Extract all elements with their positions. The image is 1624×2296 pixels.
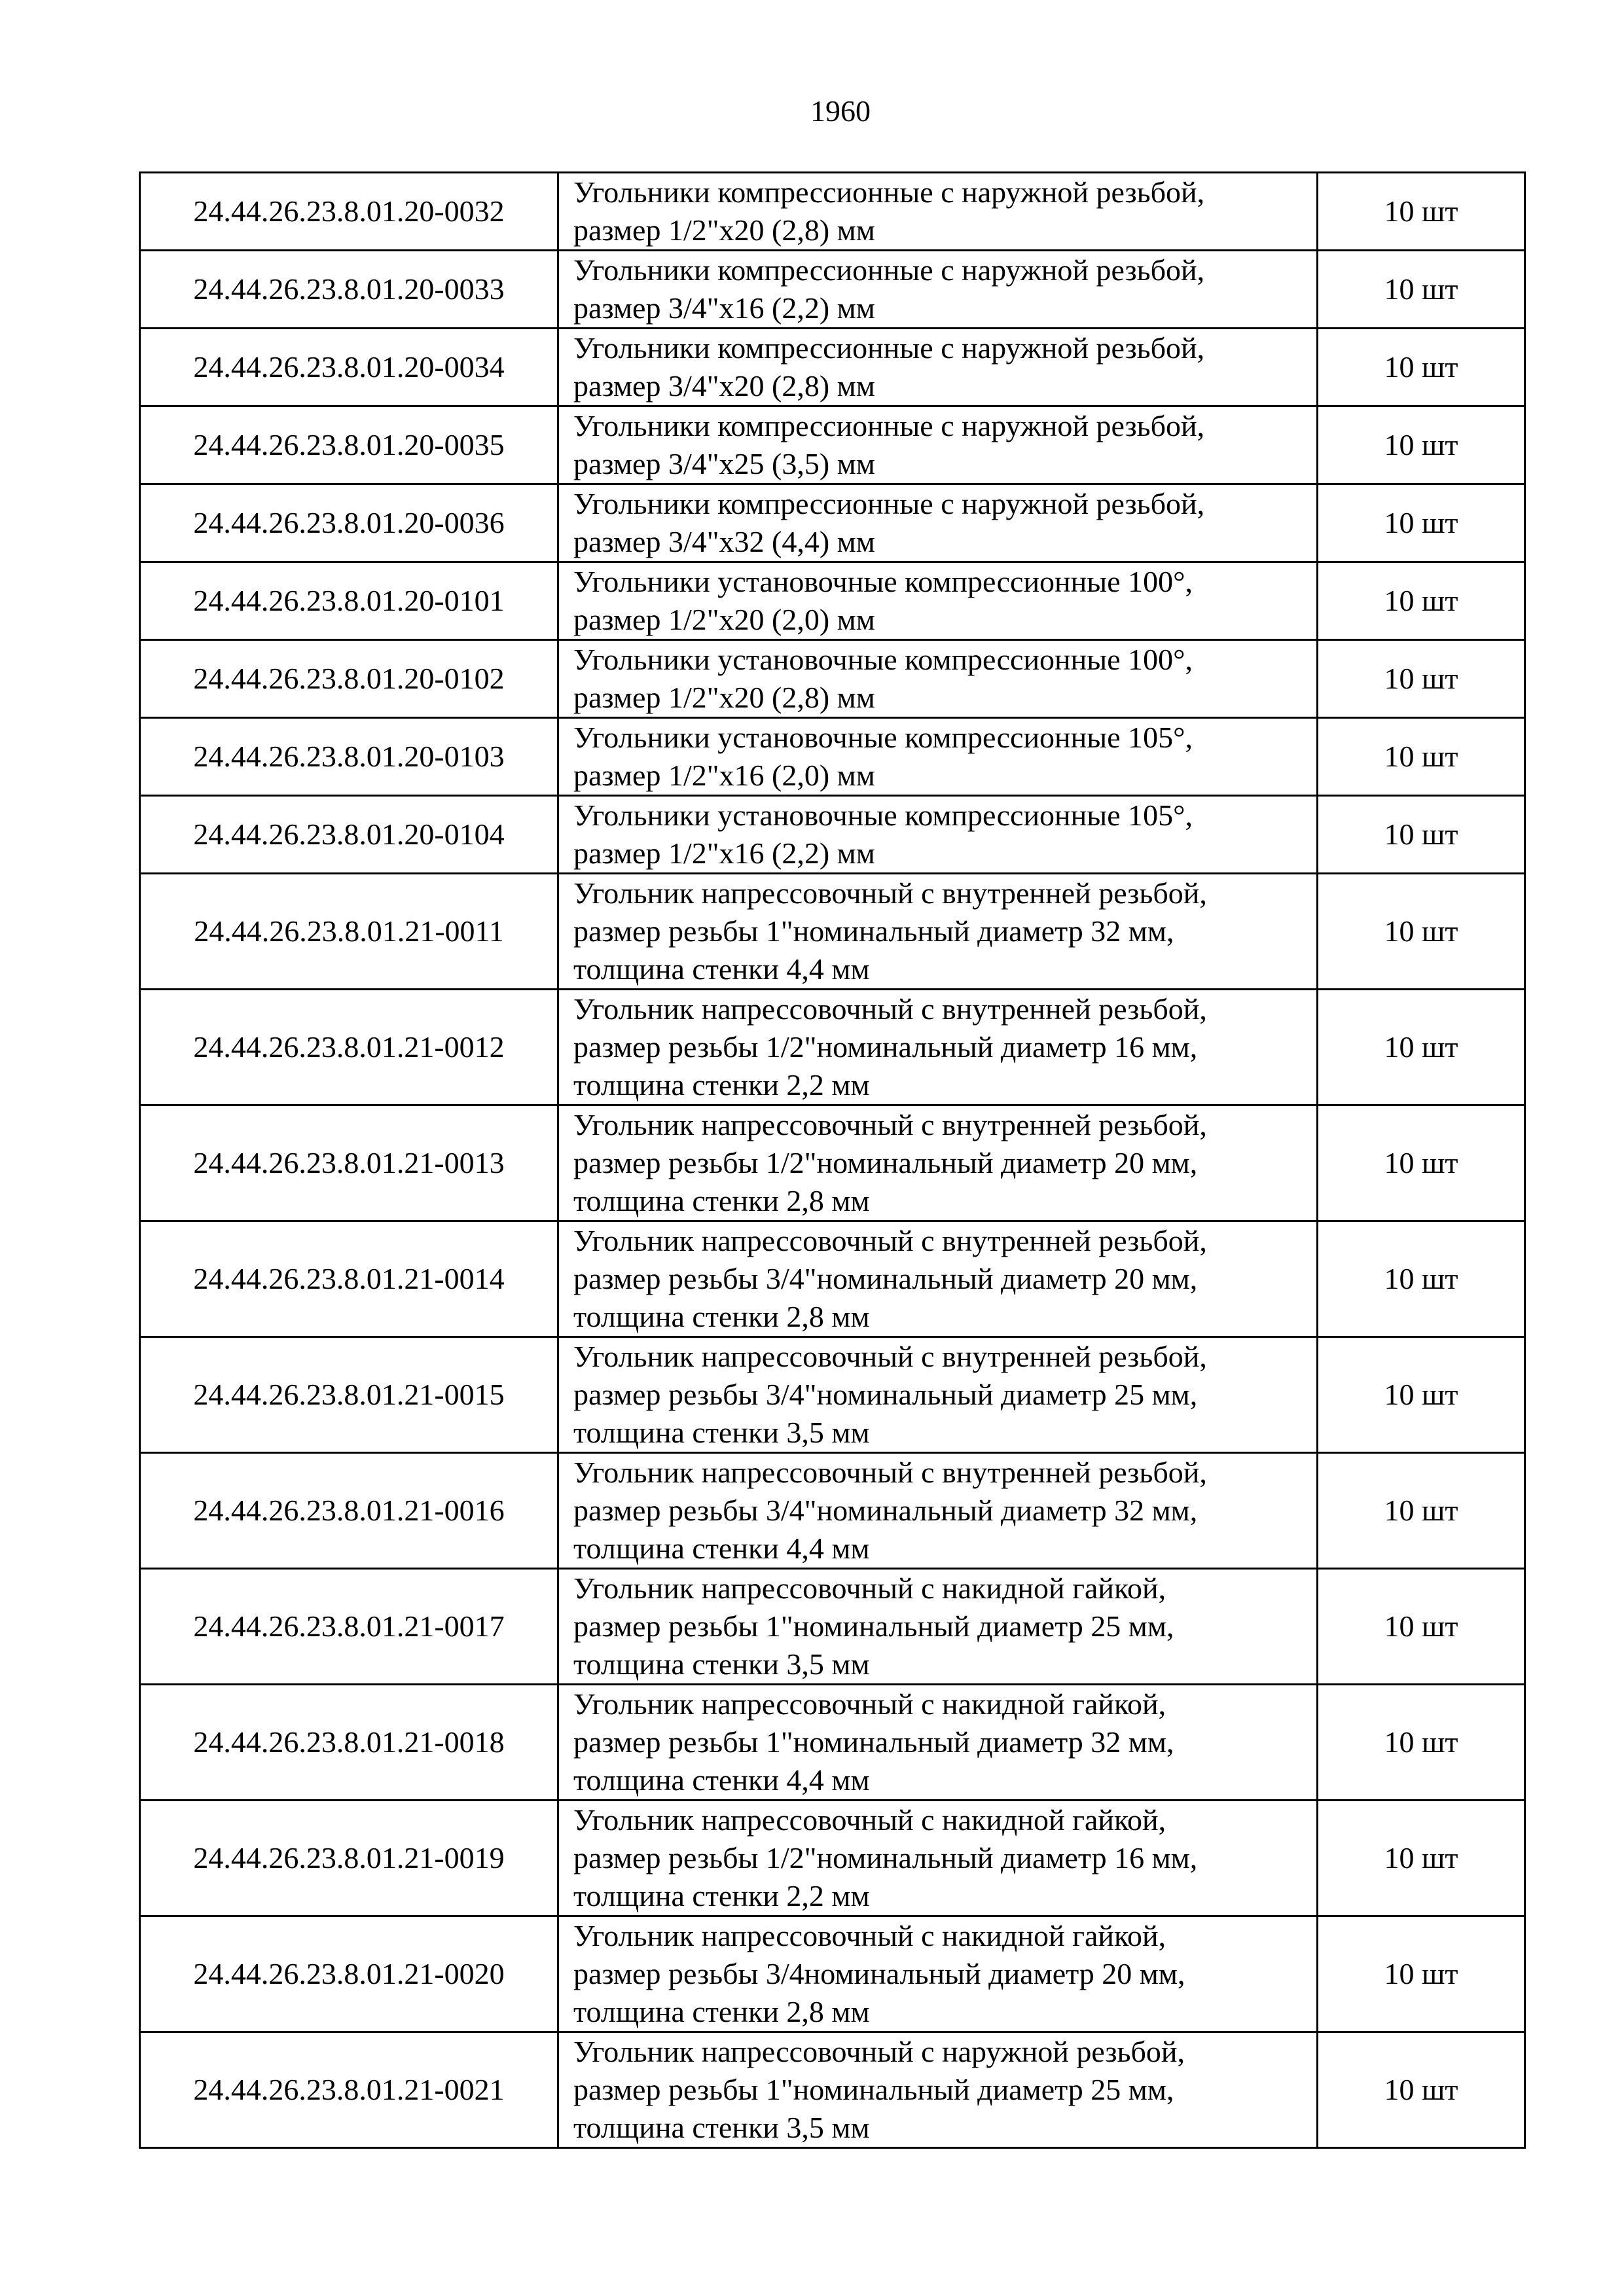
item-description-cell	[558, 562, 1318, 640]
item-code-cell: 24.44.26.23.8.01.21-0019	[140, 1801, 558, 1916]
item-quantity-cell: 10 шт	[1318, 1685, 1525, 1801]
item-code-cell: 24.44.26.23.8.01.20-0103	[140, 718, 558, 796]
table-row	[140, 1337, 1525, 1453]
item-description-line: толщина стенки 3,5 мм	[573, 2111, 870, 2144]
item-description-line: размер 1/2"х16 (2,2) мм	[573, 836, 875, 870]
table-row	[140, 1916, 1525, 2032]
table-row	[140, 1801, 1525, 1916]
item-description-line: Угольник напрессовочный с внутренней резьбой,	[573, 876, 1207, 910]
table-row	[140, 562, 1525, 640]
page-number: 1960	[810, 94, 871, 128]
item-description-line: Угольник напрессовочный с накидной гайкой,	[573, 1803, 1166, 1837]
item-quantity-cell: 10 шт	[1318, 1105, 1525, 1221]
item-description-line: Угольник напрессовочный с внутренней резьбой,	[573, 992, 1207, 1026]
item-code-cell: 24.44.26.23.8.01.21-0011	[140, 874, 558, 990]
item-description-line: толщина стенки 4,4 мм	[573, 1763, 870, 1797]
item-description-line: размер резьбы 1"номинальный диаметр 25 мм,	[573, 2073, 1174, 2106]
item-description-line: Угольник напрессовочный с накидной гайкой,	[573, 1919, 1166, 1952]
item-code-cell: 24.44.26.23.8.01.20-0035	[140, 406, 558, 484]
item-description-line: размер 3/4"х20 (2,8) мм	[573, 369, 875, 403]
table-row	[140, 874, 1525, 990]
item-quantity-cell: 10 шт	[1318, 990, 1525, 1105]
item-description-line: Угольники установочные компрессионные 100°,	[573, 565, 1193, 598]
item-quantity-cell: 10 шт	[1318, 718, 1525, 796]
item-description-line: Угольник напрессовочный с внутренней резьбой,	[573, 1456, 1207, 1489]
item-description-line: толщина стенки 3,5 мм	[573, 1647, 870, 1681]
item-code-cell: 24.44.26.23.8.01.21-0013	[140, 1105, 558, 1221]
item-description-line: толщина стенки 2,2 мм	[573, 1879, 870, 1912]
table-row	[140, 1221, 1525, 1337]
item-description-line: размер резьбы 3/4"номинальный диаметр 20 мм,	[573, 1262, 1198, 1295]
item-description-line: толщина стенки 4,4 мм	[573, 952, 870, 986]
table-row	[140, 640, 1525, 718]
item-description-line: размер резьбы 3/4"номинальный диаметр 32 мм,	[573, 1494, 1198, 1527]
item-description-line: размер 1/2"х20 (2,8) мм	[573, 213, 875, 247]
item-description-line: толщина стенки 2,8 мм	[573, 1184, 870, 1217]
item-description-line: размер резьбы 1/2"номинальный диаметр 20 мм,	[573, 1146, 1198, 1179]
item-description-line: размер резьбы 3/4номинальный диаметр 20 мм,	[573, 1957, 1185, 1990]
catalog-table	[139, 171, 1526, 2149]
item-description-line: Угольники компрессионные с наружной резьбой,	[573, 253, 1205, 287]
item-description-line: размер резьбы 1/2"номинальный диаметр 16 мм,	[573, 1030, 1198, 1064]
item-quantity-cell: 10 шт	[1318, 2032, 1525, 2148]
table-row	[140, 990, 1525, 1105]
item-code-cell: 24.44.26.23.8.01.20-0101	[140, 562, 558, 640]
item-description-line: Угольник напрессовочный с внутренней резьбой,	[573, 1224, 1207, 1257]
item-description-line: Угольники установочные компрессионные 100°,	[573, 643, 1193, 676]
table-row	[140, 1453, 1525, 1569]
item-quantity-cell: 10 шт	[1318, 484, 1525, 562]
item-description-cell	[558, 1916, 1318, 2032]
item-description-line: размер 1/2"х20 (2,0) мм	[573, 603, 875, 636]
item-quantity-cell: 10 шт	[1318, 874, 1525, 990]
item-description-line: Угольники компрессионные с наружной резьбой,	[573, 409, 1205, 442]
item-quantity-cell: 10 шт	[1318, 173, 1525, 251]
table-row	[140, 796, 1525, 874]
item-description-line: Угольники установочные компрессионные 105°,	[573, 798, 1193, 832]
item-description-cell	[558, 173, 1318, 251]
table-row	[140, 1105, 1525, 1221]
item-description-line: размер резьбы 1"номинальный диаметр 32 мм,	[573, 914, 1174, 948]
catalog-table-body	[140, 173, 1525, 2148]
item-quantity-cell: 10 шт	[1318, 562, 1525, 640]
item-description-cell	[558, 1337, 1318, 1453]
item-description-cell	[558, 1453, 1318, 1569]
item-quantity-cell: 10 шт	[1318, 406, 1525, 484]
item-code-cell: 24.44.26.23.8.01.20-0036	[140, 484, 558, 562]
table-row	[140, 2032, 1525, 2148]
table-row	[140, 406, 1525, 484]
item-description-line: размер резьбы 1"номинальный диаметр 32 мм,	[573, 1725, 1174, 1759]
item-description-line: размер резьбы 3/4"номинальный диаметр 25 мм,	[573, 1378, 1198, 1411]
item-description-line: Угольник напрессовочный с наружной резьбой,	[573, 2035, 1185, 2068]
item-description-cell	[558, 1221, 1318, 1337]
item-description-cell	[558, 329, 1318, 406]
item-quantity-cell: 10 шт	[1318, 329, 1525, 406]
item-quantity-cell: 10 шт	[1318, 1453, 1525, 1569]
item-description-cell	[558, 2032, 1318, 2148]
table-row	[140, 251, 1525, 329]
item-description-line: размер резьбы 1/2"номинальный диаметр 16 мм,	[573, 1841, 1198, 1874]
table-row	[140, 484, 1525, 562]
item-quantity-cell: 10 шт	[1318, 251, 1525, 329]
item-description-cell	[558, 718, 1318, 796]
item-quantity-cell: 10 шт	[1318, 640, 1525, 718]
item-description-line: Угольники компрессионные с наружной резьбой,	[573, 487, 1205, 520]
table-row	[140, 1685, 1525, 1801]
item-description-line: Угольники компрессионные с наружной резьбой,	[573, 175, 1205, 209]
item-description-line: толщина стенки 2,8 мм	[573, 1300, 870, 1333]
item-description-line: толщина стенки 4,4 мм	[573, 1532, 870, 1565]
table-row	[140, 718, 1525, 796]
item-description-cell	[558, 1105, 1318, 1221]
item-description-cell	[558, 874, 1318, 990]
item-description-line: размер 3/4"х16 (2,2) мм	[573, 291, 875, 325]
item-quantity-cell: 10 шт	[1318, 1221, 1525, 1337]
item-quantity-cell: 10 шт	[1318, 1801, 1525, 1916]
item-code-cell: 24.44.26.23.8.01.20-0104	[140, 796, 558, 874]
table-row	[140, 1569, 1525, 1685]
item-description-line: размер 3/4"х32 (4,4) мм	[573, 525, 875, 558]
item-description-line: размер 1/2"х16 (2,0) мм	[573, 759, 875, 792]
item-description-line: толщина стенки 3,5 мм	[573, 1416, 870, 1449]
item-description-line: размер резьбы 1"номинальный диаметр 25 мм,	[573, 1609, 1174, 1643]
item-quantity-cell: 10 шт	[1318, 1916, 1525, 2032]
item-description-line: размер 1/2"х20 (2,8) мм	[573, 681, 875, 714]
item-code-cell: 24.44.26.23.8.01.20-0033	[140, 251, 558, 329]
item-description-cell	[558, 796, 1318, 874]
item-code-cell: 24.44.26.23.8.01.21-0017	[140, 1569, 558, 1685]
item-code-cell: 24.44.26.23.8.01.20-0034	[140, 329, 558, 406]
item-code-cell: 24.44.26.23.8.01.21-0021	[140, 2032, 558, 2148]
item-description-cell	[558, 990, 1318, 1105]
item-code-cell: 24.44.26.23.8.01.20-0032	[140, 173, 558, 251]
item-quantity-cell: 10 шт	[1318, 1569, 1525, 1685]
item-code-cell: 24.44.26.23.8.01.21-0016	[140, 1453, 558, 1569]
item-description-cell	[558, 1569, 1318, 1685]
item-code-cell: 24.44.26.23.8.01.20-0102	[140, 640, 558, 718]
item-description-line: Угольники установочные компрессионные 105°,	[573, 721, 1193, 754]
item-description-line: толщина стенки 2,2 мм	[573, 1068, 870, 1102]
item-description-line: толщина стенки 2,8 мм	[573, 1995, 870, 2028]
table-row	[140, 173, 1525, 251]
item-description-cell	[558, 251, 1318, 329]
table-row	[140, 329, 1525, 406]
item-quantity-cell: 10 шт	[1318, 796, 1525, 874]
item-description-line: Угольник напрессовочный с накидной гайкой,	[573, 1571, 1166, 1605]
item-description-line: Угольники компрессионные с наружной резьбой,	[573, 331, 1205, 365]
item-description-cell	[558, 1801, 1318, 1916]
item-description-line: Угольник напрессовочный с внутренней резьбой,	[573, 1108, 1207, 1141]
item-description-line: Угольник напрессовочный с накидной гайкой,	[573, 1687, 1166, 1721]
item-description-cell	[558, 484, 1318, 562]
item-description-line: размер 3/4"х25 (3,5) мм	[573, 447, 875, 480]
item-description-cell	[558, 1685, 1318, 1801]
item-code-cell: 24.44.26.23.8.01.21-0018	[140, 1685, 558, 1801]
item-description-line: Угольник напрессовочный с внутренней резьбой,	[573, 1340, 1207, 1373]
item-description-cell	[558, 640, 1318, 718]
item-code-cell: 24.44.26.23.8.01.21-0012	[140, 990, 558, 1105]
item-description-cell	[558, 406, 1318, 484]
item-code-cell: 24.44.26.23.8.01.21-0015	[140, 1337, 558, 1453]
item-code-cell: 24.44.26.23.8.01.21-0020	[140, 1916, 558, 2032]
item-quantity-cell: 10 шт	[1318, 1337, 1525, 1453]
item-code-cell: 24.44.26.23.8.01.21-0014	[140, 1221, 558, 1337]
